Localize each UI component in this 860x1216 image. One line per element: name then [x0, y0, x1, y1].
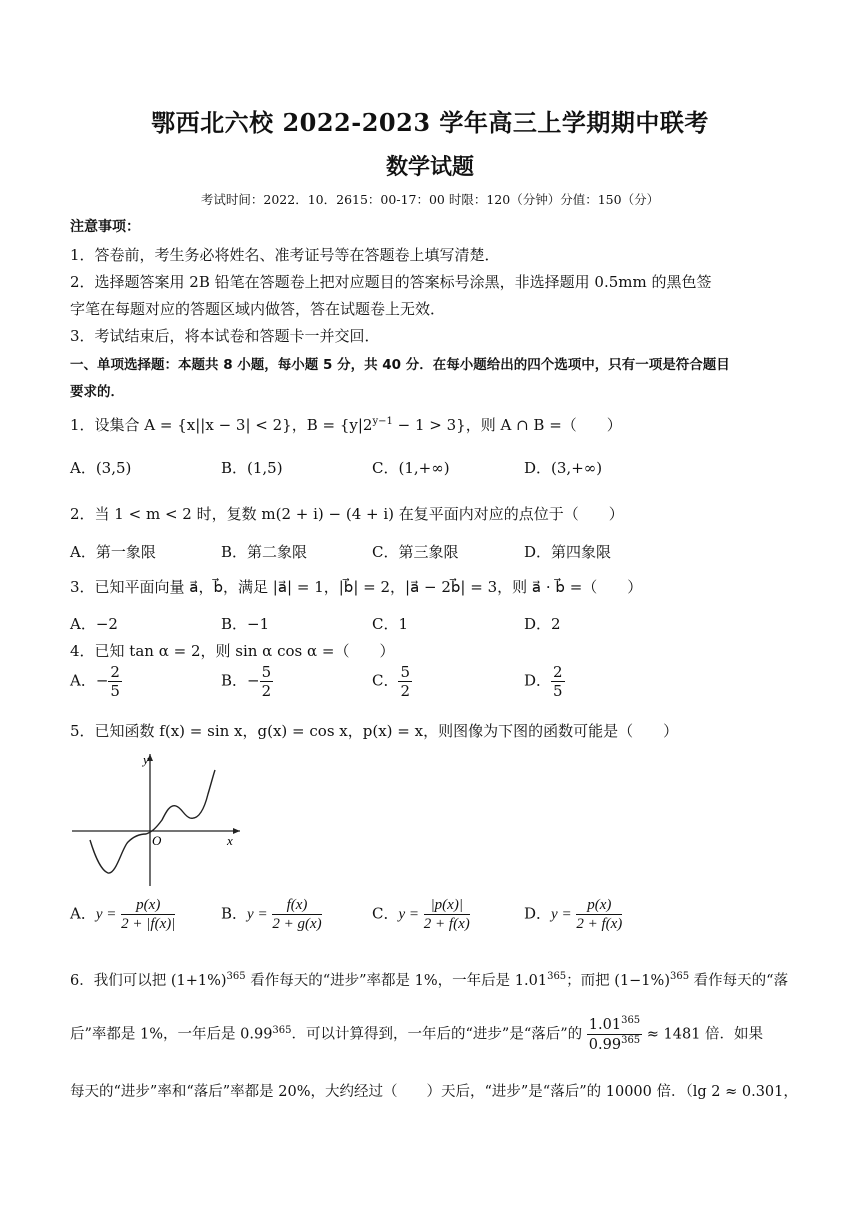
q3-option-d: D．2 [524, 615, 561, 633]
notes-item-3: 3．考试结束后，将本试卷和答题卡一并交回． [70, 327, 380, 345]
q5-stem: 5．已知函数 f(x) = sin x，g(x) = cos x，p(x) = x，则图像为下图的函数可能是（ ） [70, 722, 679, 740]
notes-heading: 注意事项： [70, 219, 140, 235]
q1-stem: 1．设集合 A = {x||x − 3| < 2}，$B = \{y|2^{y-1} - 1 > 3\}$，则 A ∩ B =（ ） [70, 416, 622, 434]
q3-option-b: B．−1 [221, 615, 270, 633]
q4-option-d: D． $\frac{2}{5}$ [524, 663, 563, 700]
q2-stem: 2．当 1 < m < 2 时，复数 m(2 + i) − (4 + i) 在复平面内对应的点位于（ ） [70, 505, 624, 523]
graph-origin-label: O [152, 833, 162, 848]
q4-option-b: B．− $\frac{5}{2}$ [221, 663, 272, 700]
page-subtitle: 数学试题 [385, 154, 474, 180]
q6-line3: 每天的“进步”率和“落后”率都是 20%，大约经过（ ）天后，“进步”是“落后”的 10000 倍．（lg 2 ≈ 0.301， [70, 1084, 798, 1100]
section1-heading-line1: 一、单项选择题：本题共 8 小题，每小题 5 分，共 40 分．在每小题给出的四个选项中，只有一项是符合题目 [70, 357, 730, 373]
q3-stem: 3．已知平面向量 a⃗，b⃗，满足 |a⃗| = 1，|b⃗| = 2，|a⃗ − 2b⃗| = 3，则 a⃗ · b⃗ =（ ） [70, 578, 643, 596]
q6-ratio-fraction: $\frac{1.01^{365}}{0.99^{365}}$ [588, 1015, 641, 1054]
q1-option-c: C．(1,+∞) [372, 459, 450, 477]
q5-option-b: B．y = $\frac{f(x)}{2 + g(x)}$ [221, 897, 322, 932]
q4-option-c: C． $\frac{5}{2}$ [372, 663, 411, 700]
q3-option-a: A．−2 [70, 615, 118, 633]
q1-option-a: A．(3,5) [70, 459, 132, 477]
page-title: 鄂西北六校 2022-2023 学年高三上学期期中联考 [151, 108, 709, 137]
q2-option-a: A．第一象限 [70, 543, 156, 561]
graph-y-label: y [143, 752, 149, 767]
q2-option-d: D．第四象限 [524, 543, 612, 561]
q1-option-b: B．(1,5) [221, 459, 283, 477]
q5-option-d: D．y = $\frac{p(x)}{2 + f(x)}$ [524, 897, 623, 932]
q6-line2: 后”率都是 1%，一年后是 0.99$^{365}$．可以计算得到，一年后的“进步”是“落后”的 $\frac{1.01^{365}}{0.99^{365}}$ ≈ 1481 倍．如果 [70, 1015, 764, 1054]
q5-option-c: C．y = $\frac{|p(x)|}{2 + f(x)}$ [372, 897, 470, 932]
q2-option-b: B．第二象限 [221, 543, 308, 561]
q2-option-c: C．第三象限 [372, 543, 459, 561]
q4-option-a: A．− $\frac{2}{5}$ [70, 663, 120, 700]
graph-x-label: x [227, 833, 233, 848]
exam-meta: 考试时间：2022．10．2615：00-17：00 时限：120（分钟）分值：150（分） [200, 192, 660, 207]
q4-stem: 4．已知 tan α = 2，则 sin α cos α =（ ） [70, 642, 395, 660]
q5-function-graph [70, 748, 250, 888]
q3-option-c: C．1 [372, 615, 409, 633]
q1-option-d: D．(3,+∞) [524, 459, 603, 477]
section1-heading-line2: 要求的． [70, 384, 124, 400]
q6-line1: 6．我们可以把 $(1+1\%)^{365}$ 看作每天的“进步”率都是 1%，一年后是 1.01$^{365}$；而把 $(1-1\%)^{365}$ 看作每天的“落 [70, 971, 789, 989]
notes-item-2a: 2．选择题答案用 2B 铅笔在答题卷上把对应题目的答案标号涂黑，非选择题用 0.5mm 的黑色签 [70, 273, 712, 291]
q5-option-a: A．y = $\frac{p(x)}{2 + |f(x)|}$ [70, 897, 176, 932]
notes-item-2b: 字笔在每题对应的答题区域内做答，答在试题卷上无效． [70, 300, 446, 318]
graph-curve [90, 770, 215, 873]
notes-item-1: 1．答卷前，考生务必将姓名、准考证号等在答题卷上填写清楚． [70, 246, 500, 264]
